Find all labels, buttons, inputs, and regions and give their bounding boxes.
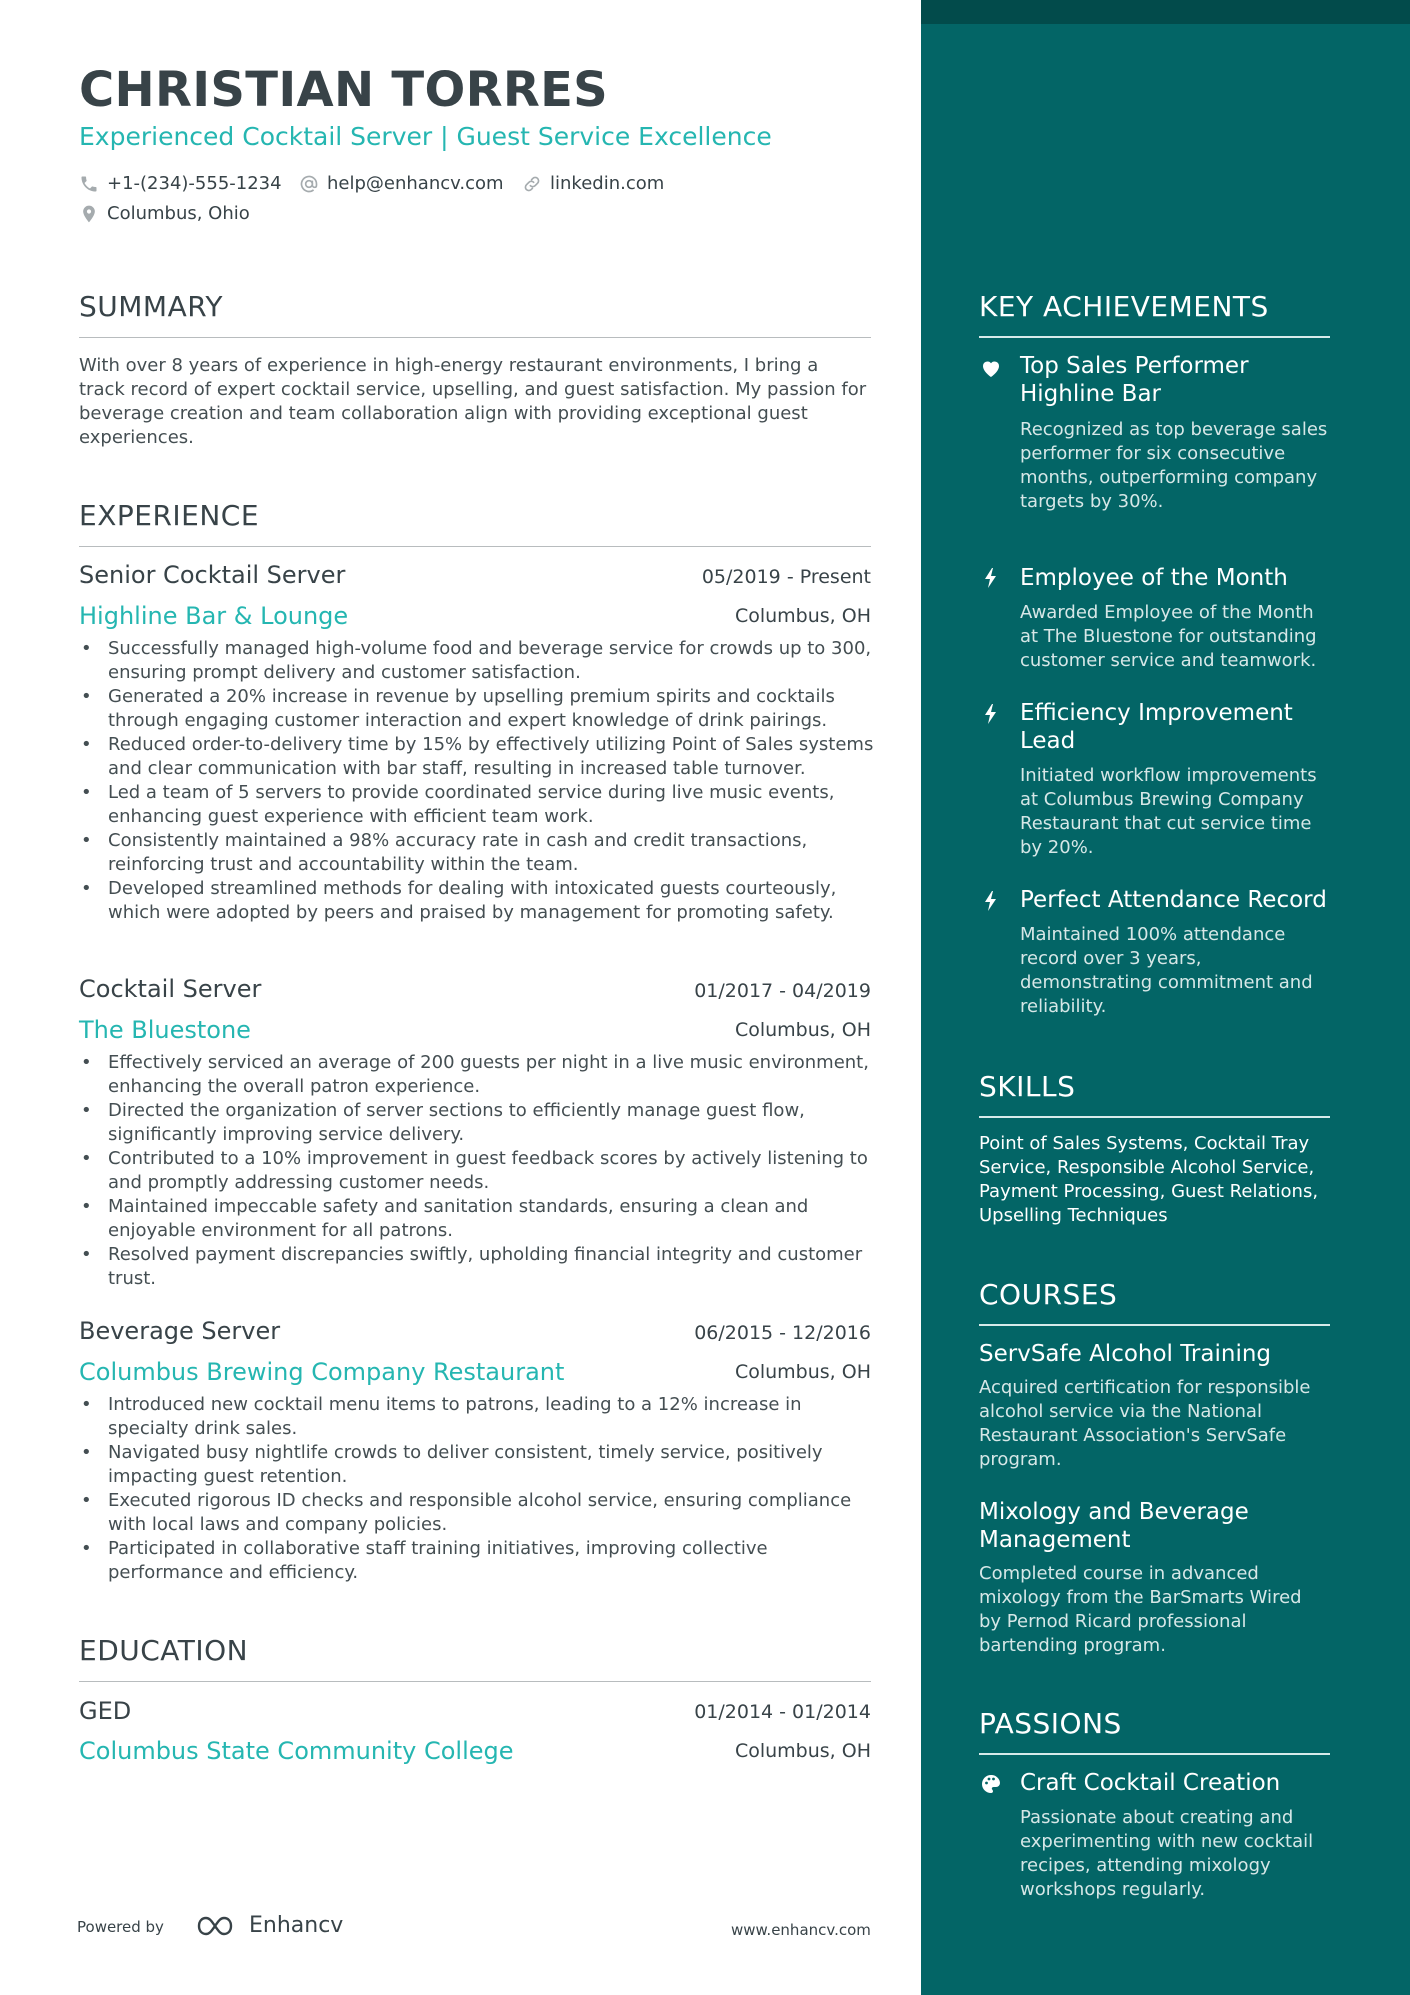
course-title: Mixology and Beverage Management [979, 1499, 1249, 1553]
courses-heading: COURSES [979, 1278, 1118, 1311]
course-desc: Acquired certification for responsible alcohol service via the National Restaurant Association's ServSafe program. [979, 1377, 1311, 1470]
phone-text: +1-(234)-555-1234 [107, 173, 282, 194]
achievements-heading: KEY ACHIEVEMENTS [979, 290, 1269, 323]
achievement-title: Perfect Attendance Record [1020, 887, 1327, 913]
bullet: • Developed streamlined methods for dealing with intoxicated guests courteously, which were adopted by peers and praised by management for promoting safety. [79, 877, 879, 925]
candidate-tagline: Experienced Cocktail Server | Guest Service Excellence [79, 122, 772, 151]
achievement-title: Top Sales Performer Highline Bar [1020, 353, 1249, 407]
bullet: • Directed the organization of server sections to efficiently manage guest flow, significantly improving service delivery. [79, 1099, 879, 1147]
skills-heading: SKILLS [979, 1070, 1076, 1103]
summary-heading: SUMMARY [79, 290, 224, 323]
education-heading: EDUCATION [79, 1634, 249, 1667]
job-company: The Bluestone [79, 1016, 251, 1044]
sidebar [921, 0, 1410, 1995]
location-pin-icon [79, 204, 99, 224]
lightning-icon [979, 889, 1003, 913]
linkedin-text[interactable]: linkedin.com [550, 173, 665, 194]
bullet: • Participated in collaborative staff training initiatives, improving collective performance and efficiency. [79, 1537, 879, 1585]
skills-text: Point of Sales Systems, Cocktail Tray Service, Responsible Alcohol Service, Payment Processing, Guest Relations, Upselling Techniques [979, 1133, 1319, 1226]
bullet: • Maintained impeccable safety and sanitation standards, ensuring a clean and enjoyable environment for all patrons. [79, 1195, 879, 1243]
experience-divider [79, 546, 871, 547]
bullet: • Effectively serviced an average of 200 guests per night in a live music environment, enhancing the overall patron experience. [79, 1051, 879, 1099]
job-company: Highline Bar & Lounge [79, 602, 349, 630]
education-location: Columbus, OH [734, 1740, 871, 1762]
achievement-title: Efficiency Improvement Lead [1020, 700, 1293, 754]
summary-divider [79, 337, 871, 338]
bullet: • Generated a 20% increase in revenue by upselling premium spirits and cocktails through engaging customer interaction and expert knowledge of drink pairings. [79, 685, 879, 733]
phone-icon [79, 174, 99, 194]
education-divider [79, 1681, 871, 1682]
contact-location [79, 203, 250, 224]
candidate-name: CHRISTIAN TORRES [79, 62, 609, 118]
bullet: • Led a team of 5 servers to provide coordinated service during live music events, enhancing guest experience with efficient team work. [79, 781, 879, 829]
link-icon [522, 174, 542, 194]
lightning-icon [979, 702, 1003, 726]
bullet: • Consistently maintained a 98% accuracy rate in cash and credit transactions, reinforcing trust and accountability within the team. [79, 829, 879, 877]
bullet: • Navigated busy nightlife crowds to deliver consistent, timely service, positively impacting guest retention. [79, 1441, 879, 1489]
job-bullets [79, 637, 879, 925]
bullet: • Successfully managed high-volume food and beverage service for crowds up to 300, ensuring prompt delivery and customer satisfaction. [79, 637, 879, 685]
passions-heading: PASSIONS [979, 1707, 1122, 1740]
enhancv-logo-icon [195, 1914, 241, 1938]
education-dates: 01/2014 - 01/2014 [694, 1701, 871, 1723]
brand-text: Enhancv [249, 1913, 344, 1938]
job-location: Columbus, OH [734, 605, 871, 627]
job-location: Columbus, OH [734, 1361, 871, 1383]
contact-phone [79, 173, 282, 194]
contact-linkedin[interactable] [522, 173, 664, 194]
job-dates: 01/2017 - 04/2019 [694, 980, 871, 1002]
achievement-desc: Recognized as top beverage sales performer for six consecutive months, outperforming company targets by 30%. [1020, 419, 1328, 512]
location-text: Columbus, Ohio [107, 203, 250, 224]
job-bullets [79, 1393, 879, 1585]
skills-divider [979, 1116, 1330, 1118]
contact-email[interactable] [299, 173, 504, 194]
job-dates: 06/2015 - 12/2016 [694, 1322, 871, 1344]
passion-title: Craft Cocktail Creation [1020, 1770, 1281, 1796]
lightning-icon [979, 566, 1003, 590]
achievement-desc: Maintained 100% attendance record over 3 years, demonstrating commitment and reliability. [1020, 924, 1313, 1017]
achievement-desc: Initiated workflow improvements at Columbus Brewing Company Restaurant that cut service time by 20%. [1020, 765, 1317, 858]
achievements-divider [979, 336, 1330, 338]
job-dates: 05/2019 - Present [701, 566, 871, 588]
job-title: Cocktail Server [79, 975, 262, 1003]
enhancv-logo[interactable] [195, 1913, 343, 1938]
course-title: ServSafe Alcohol Training [979, 1341, 1272, 1367]
at-sign-icon [299, 174, 319, 194]
heart-icon [979, 356, 1003, 380]
sidebar-top-band [921, 0, 1410, 24]
bullet: • Introduced new cocktail menu items to patrons, leading to a 12% increase in specialty drink sales. [79, 1393, 879, 1441]
email-text[interactable]: help@enhancv.com [327, 173, 504, 194]
summary-text: With over 8 years of experience in high-energy restaurant environments, I bring a track record of expert cocktail service, upselling, and guest satisfaction. My passion for beverage creation and team collaboration align with providing exceptional guest experiences. [79, 355, 867, 448]
achievement-title: Employee of the Month [1020, 565, 1288, 591]
experience-heading: EXPERIENCE [79, 499, 260, 532]
job-bullets [79, 1051, 879, 1291]
bullet: • Reduced order-to-delivery time by 15% by effectively utilizing Point of Sales systems and clear communication with bar staff, resulting in increased table turnover. [79, 733, 879, 781]
powered-by-label: Powered by [77, 1918, 164, 1936]
footer-url[interactable]: www.enhancv.com [731, 1921, 871, 1939]
achievement-desc: Awarded Employee of the Month at The Bluestone for outstanding customer service and teamwork. [1020, 602, 1317, 671]
passions-divider [979, 1753, 1330, 1755]
education-school: Columbus State Community College [79, 1737, 514, 1765]
bullet: • Executed rigorous ID checks and responsible alcohol service, ensuring compliance with local laws and company policies. [79, 1489, 879, 1537]
job-company: Columbus Brewing Company Restaurant [79, 1358, 565, 1386]
bullet: • Resolved payment discrepancies swiftly, upholding financial integrity and customer trust. [79, 1243, 879, 1291]
job-title: Beverage Server [79, 1317, 281, 1345]
courses-divider [979, 1324, 1330, 1326]
course-desc: Completed course in advanced mixology from the BarSmarts Wired by Pernod Ricard professional bartending program. [979, 1563, 1302, 1656]
bullet: • Contributed to a 10% improvement in guest feedback scores by actively listening to and promptly addressing customer needs. [79, 1147, 879, 1195]
job-title: Senior Cocktail Server [79, 561, 346, 589]
job-location: Columbus, OH [734, 1019, 871, 1041]
palette-icon [979, 1772, 1003, 1796]
education-degree: GED [79, 1697, 132, 1725]
passion-desc: Passionate about creating and experimenting with new cocktail recipes, attending mixology workshops regularly. [1020, 1807, 1314, 1900]
